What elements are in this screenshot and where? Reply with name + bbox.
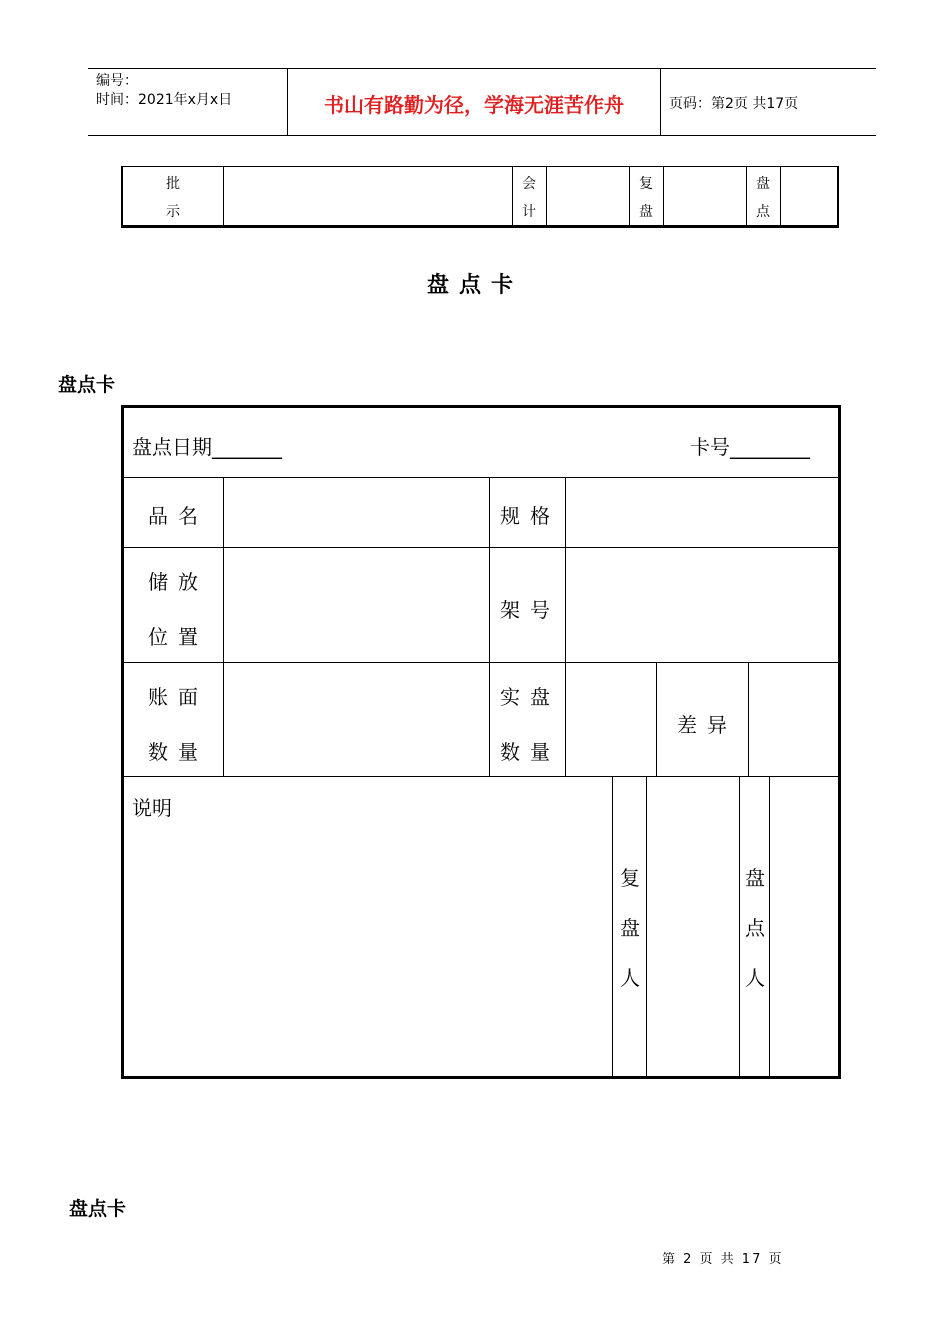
- rechecker-char: 盘: [620, 916, 640, 940]
- product-name-label: 品名: [148, 504, 208, 528]
- strip-label-count-1: 盘: [756, 176, 770, 192]
- strip-divider: [780, 166, 781, 226]
- strip-divider: [663, 166, 664, 226]
- storage-label-2: 位置: [148, 625, 208, 649]
- book-quantity-label-2: 数量: [148, 740, 208, 764]
- strip-label-recheck-1: 复: [639, 176, 653, 192]
- actual-quantity-label-2: 数量: [500, 740, 560, 764]
- card-col-rule: [656, 662, 657, 776]
- card-row-rule: [124, 547, 838, 548]
- strip-label-accountant-2: 计: [522, 204, 536, 220]
- counter-char: 点: [745, 916, 765, 940]
- header-page-info: 页码：第2页 共17页: [669, 96, 799, 112]
- count-date-label: 盘点日期_______: [132, 435, 282, 459]
- counter-char: 盘: [745, 866, 765, 890]
- card-row-rule: [124, 776, 838, 777]
- header-time: 时间：2021年x月x日: [96, 92, 233, 108]
- card-row-rule: [124, 662, 838, 663]
- header-bottom-rule: [88, 135, 876, 136]
- section-title: 盘点卡: [69, 1198, 127, 1220]
- strip-label-accountant-1: 会: [522, 176, 536, 192]
- difference-label: 差异: [677, 713, 737, 737]
- footer-page-number: 第 2 页 共 17 页: [662, 1252, 784, 1267]
- header-motto: 书山有路勤为径，学海无涯苦作舟: [324, 93, 624, 117]
- card-row-rule: [124, 477, 838, 478]
- storage-label-1: 储放: [148, 570, 208, 594]
- section-title: 盘点卡: [58, 374, 116, 396]
- counter-label: [740, 853, 770, 1003]
- shelf-number-label: 架号: [500, 598, 560, 622]
- rechecker-char: 复: [620, 866, 640, 890]
- strip-label-count-2: 点: [756, 204, 770, 220]
- book-quantity-label-1: 账面: [148, 685, 208, 709]
- page-title: 盘点卡: [426, 273, 523, 298]
- actual-quantity-label-1: 实盘: [500, 685, 560, 709]
- header-number: 编号：: [96, 73, 138, 89]
- header-divider-right: [660, 68, 661, 136]
- strip-label-recheck-2: 盘: [639, 204, 653, 220]
- strip-divider: [223, 166, 224, 226]
- card-col-rule: [489, 477, 490, 776]
- strip-label-approve-1: 批: [166, 176, 180, 192]
- approval-strip: [121, 166, 839, 228]
- header-top-rule: [88, 68, 876, 69]
- card-number-label: 卡号________: [690, 435, 810, 459]
- counter-char: 人: [745, 966, 765, 990]
- remarks-label: 说明: [132, 796, 172, 820]
- strip-label-approve-2: 示: [166, 204, 180, 220]
- rechecker-label: [613, 853, 647, 1003]
- strip-divider: [546, 166, 547, 226]
- inventory-card: [121, 405, 841, 1079]
- rechecker-char: 人: [620, 966, 640, 990]
- spec-label: 规格: [500, 504, 560, 528]
